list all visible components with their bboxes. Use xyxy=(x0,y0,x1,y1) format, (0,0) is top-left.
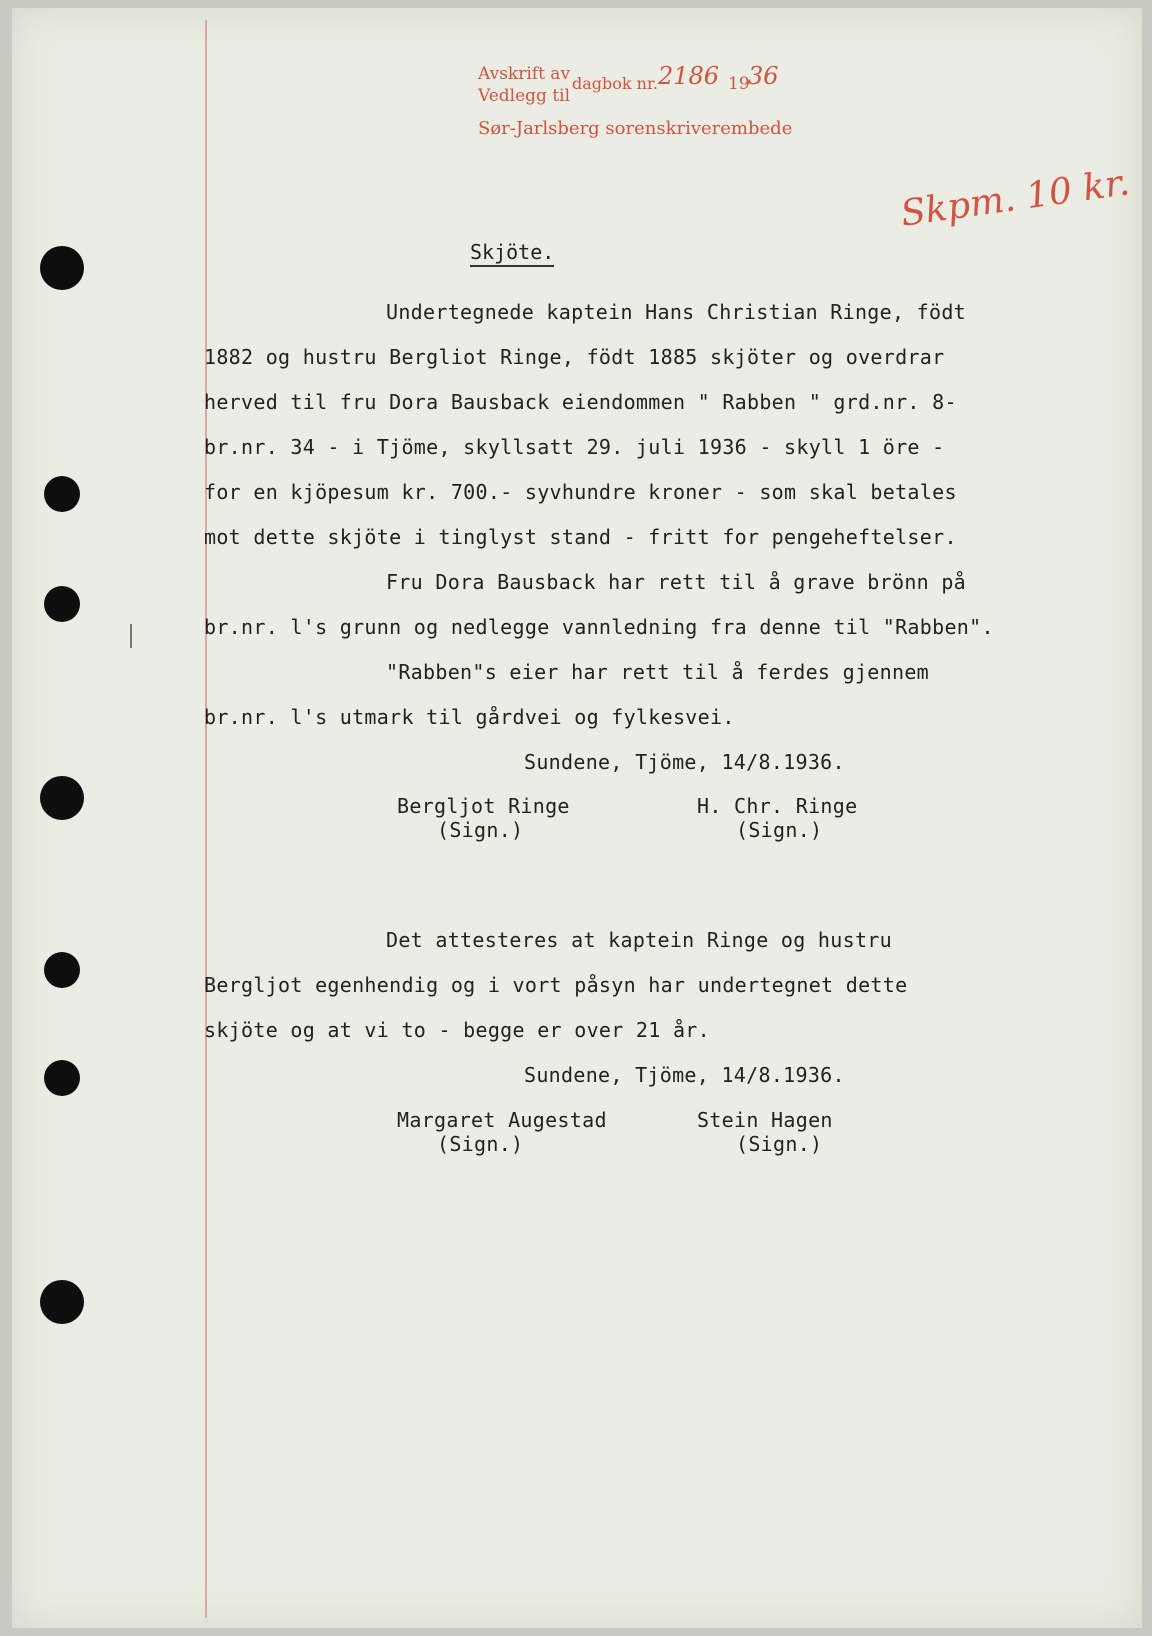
signature-name: Bergljot Ringe xyxy=(397,794,570,818)
body-line: Fru Dora Bausback har rett til å grave brönn på xyxy=(386,570,967,594)
body-line: br.nr. 34 - i Tjöme, skyllsatt 29. juli 1936 - skyll 1 öre - xyxy=(204,435,945,459)
stamp-dagbok-label: dagbok nr. xyxy=(572,74,658,93)
attest-line: Det attesteres at kaptein Ringe og hustru xyxy=(386,928,892,952)
stamp-office: Sør-Jarlsberg sorenskriverembede xyxy=(478,118,793,139)
punch-hole xyxy=(44,476,80,512)
body-line: 1882 og hustru Bergliot Ringe, födt 1885 skjöter og overdrar xyxy=(204,345,945,369)
margin-line xyxy=(205,20,207,1618)
signature-name: Stein Hagen xyxy=(697,1108,833,1132)
body-line: for en kjöpesum kr. 700.- syvhundre kroner - som skal betales xyxy=(204,480,957,504)
stamp-year-prefix: 19 xyxy=(728,74,750,94)
punch-hole xyxy=(40,246,84,290)
attest-line: Bergljot egenhendig og i vort påsyn har undertegnet dette xyxy=(204,973,908,997)
stamp-year-suffix: 36 xyxy=(748,62,779,90)
document-page xyxy=(12,8,1142,1628)
punch-hole xyxy=(40,776,84,820)
margin-tick xyxy=(130,624,132,648)
body-line: br.nr. l's grunn og nedlegge vannledning fra denne til "Rabben". xyxy=(204,615,994,639)
place-date: Sundene, Tjöme, 14/8.1936. xyxy=(524,1063,845,1087)
fee-note: Skpm. 10 kr. xyxy=(898,162,1133,235)
punch-hole xyxy=(44,1060,80,1096)
attest-line: skjöte og at vi to - begge er over 21 år. xyxy=(204,1018,710,1042)
stamp-avskrift: Avskrift av xyxy=(478,64,571,84)
body-line: Undertegnede kaptein Hans Christian Ringe, födt xyxy=(386,300,967,324)
punch-hole xyxy=(40,1280,84,1324)
body-line: mot dette skjöte i tinglyst stand - fritt for pengeheftelser. xyxy=(204,525,957,549)
punch-hole xyxy=(44,952,80,988)
punch-hole xyxy=(44,586,80,622)
body-line: "Rabben"s eier har rett til å ferdes gjennem xyxy=(386,660,930,684)
body-line: herved til fru Dora Bausback eiendommen " Rabben " grd.nr. 8- xyxy=(204,390,957,414)
signature-name: Margaret Augestad xyxy=(397,1108,607,1132)
stamp-vedlegg: Vedlegg til xyxy=(478,86,571,106)
signature-name: H. Chr. Ringe xyxy=(697,794,858,818)
signature-sign: (Sign.) xyxy=(437,818,524,842)
stamp-dagbok-number: 2186 xyxy=(658,62,720,90)
document-title: Skjöte. xyxy=(470,240,554,267)
signature-sign: (Sign.) xyxy=(437,1132,524,1156)
signature-sign: (Sign.) xyxy=(736,818,823,842)
body-line: br.nr. l's utmark til gårdvei og fylkesvei. xyxy=(204,705,735,729)
signature-sign: (Sign.) xyxy=(736,1132,823,1156)
place-date: Sundene, Tjöme, 14/8.1936. xyxy=(524,750,845,774)
